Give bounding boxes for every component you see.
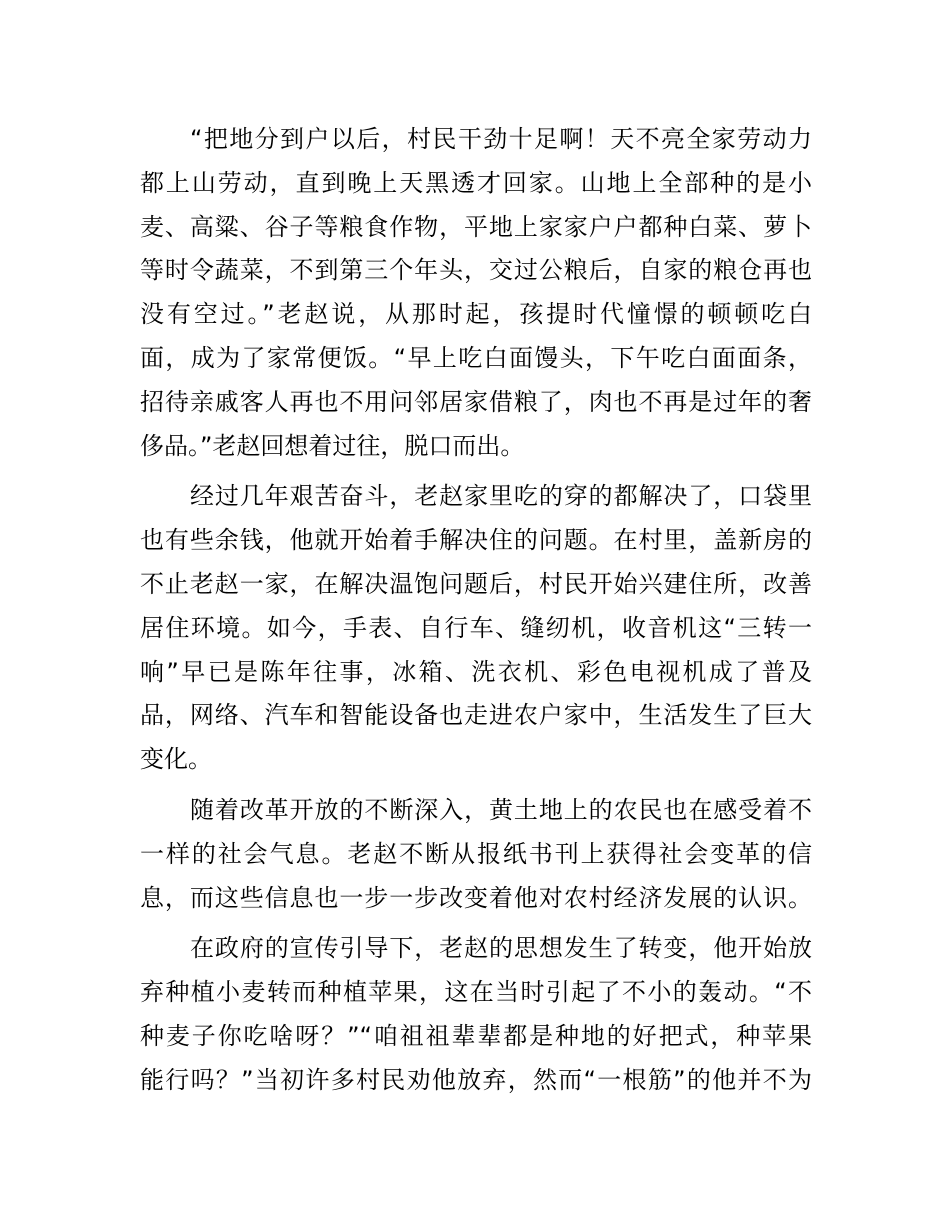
- text-line: 没有空过。”老赵说，从那时起，孩提时代憧憬的顿顿吃白: [140, 300, 812, 329]
- text-line: 不止老赵一家，在解决温饱问题后，村民开始兴建住所，改善: [140, 569, 812, 598]
- text-line: “把地分到户以后，村民干劲十足啊！天不亮全家劳动力: [190, 125, 812, 153]
- text-line: 经过几年艰苦奋斗，老赵家里吃的穿的都解决了，口袋里: [190, 482, 812, 511]
- text-line: 能行吗？”当初许多村民劝他放弃，然而“一根筋”的他并不为: [140, 1065, 812, 1094]
- article-body: [140, 118, 812, 1103]
- text-line: 变化。: [140, 745, 212, 774]
- text-line: 居住环境。如今，手表、自行车、缝纫机，收音机这“三转一: [140, 613, 812, 642]
- paragraph-4: [140, 927, 812, 1102]
- paragraph-3: [140, 789, 812, 920]
- text-line: 品，网络、汽车和智能设备也走进农户家中，生活发生了巨大: [140, 701, 812, 730]
- paragraph-spacer: [140, 920, 812, 927]
- text-line: 都上山劳动，直到晚上天黑透才回家。山地上全部种的是小: [140, 168, 812, 197]
- text-line: 面，成为了家常便饭。“早上吃白面馒头，下午吃白面面条，: [140, 343, 812, 372]
- text-line: 等时令蔬菜，不到第三个年头，交过公粮后，自家的粮仓再也: [140, 256, 812, 285]
- text-line: 响”早已是陈年往事，冰箱、洗衣机、彩色电视机成了普及: [140, 657, 812, 686]
- paragraph-2: [140, 475, 812, 782]
- text-line: 弃种植小麦转而种植苹果，这在当时引起了不小的轰动。“不: [140, 978, 812, 1007]
- paragraph-spacer: [140, 782, 812, 789]
- text-line: 招待亲戚客人再也不用问邻居家借粮了，肉也不再是过年的奢: [140, 387, 812, 416]
- text-line: 麦、高粱、谷子等粮食作物，平地上家家户户都种白菜、萝卜: [140, 212, 812, 241]
- text-line: 息，而这些信息也一步一步改变着他对农村经济发展的认识。: [140, 883, 812, 912]
- text-line: 随着改革开放的不断深入，黄土地上的农民也在感受着不: [190, 795, 812, 824]
- text-line: 一样的社会气息。老赵不断从报纸书刊上获得社会变革的信: [140, 839, 812, 868]
- text-line: 在政府的宣传引导下，老赵的思想发生了转变，他开始放: [190, 934, 812, 963]
- paragraph-spacer: [140, 468, 812, 475]
- text-line: 种麦子你吃啥呀？”“咱祖祖辈辈都是种地的好把式，种苹果: [140, 1021, 812, 1050]
- text-line: 也有些余钱，他就开始着手解决住的问题。在村里，盖新房的: [140, 526, 812, 555]
- paragraph-1: [140, 118, 812, 468]
- text-line: 侈品。”老赵回想着过往，脱口而出。: [140, 431, 525, 460]
